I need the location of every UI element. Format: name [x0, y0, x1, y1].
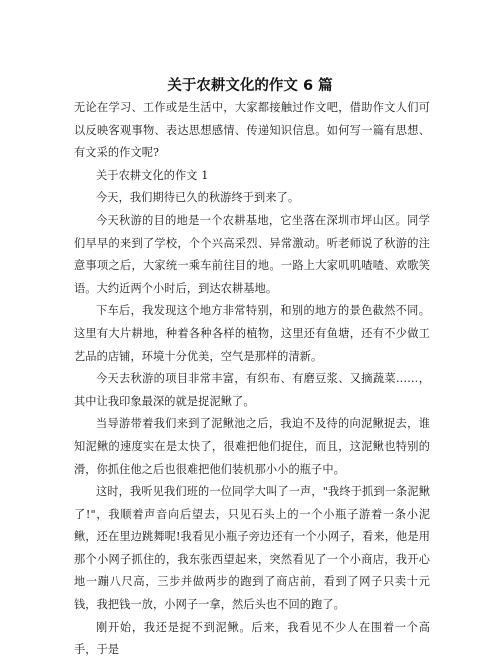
paragraph: 今天去秋游的项目非常丰富，有织布、有磨豆浆、又摘蔬菜……，其中让我印象最深的就是捉泥鳅了。	[74, 372, 430, 408]
document-body	[74, 97, 430, 662]
paragraph: 今天秋游的目的地是一个农耕基地，它坐落在深圳市坪山区。同学们早早的来到了学校，个个兴高采烈、异常激动。听老师说了秋游的注意事项之后，大家统一乘车前往目的地。一路上大家叽叽喳喳、欢歌笑语。大约近两个小时后，到达农耕基地。	[74, 213, 430, 295]
paragraph-intro: 无论在学习、工作或是生活中，大家都接触过作文吧，借助作文人们可以反映客观事物、表达思想感情、传递知识信息。如何写一篇有思想、有文采的作文呢?	[74, 101, 430, 160]
paragraph: 刚开始，我还是捉不到泥鳅。后来，我看见不少人在围着一个高手，于是	[74, 620, 430, 657]
paragraph-heading: 关于农耕文化的作文 1	[96, 168, 209, 182]
document-title: 关于农耕文化的作文 6 篇	[167, 78, 333, 94]
paragraph: 当导游带着我们来到了泥鳅池之后，我迫不及待的向泥鳅捉去，谁知泥鳅的速度实在是太快了，很难把他们捉住，而且，这泥鳅也特别的滑，你抓住他之后也很难把他们装机那小小的瓶子中。	[74, 417, 430, 476]
paragraph: 下车后，我发现这个地方非常特别，和别的地方的景色截然不同。这里有大片耕地，种着各种各样的植物，这里还有鱼塘，还有不少做工艺品的店铺，环境十分优美，空气是那样的清新。	[74, 304, 430, 363]
paragraph: 今天，我们期待已久的秋游终于到来了。	[96, 191, 300, 205]
paragraph: 这时，我听见我们班的一位同学大叫了一声，"我终于抓到一条泥鳅了!"，我顺着声音向后望去，只见石头上的一个小瓶子游着一条小泥鳅，还在里边跳舞呢!我看见小瓶子旁边还有一个小网子，看来，他是用那个小网子抓住的，我东张西望起来，突然看见了一个小商店，我开心地一蹦八尺高，三步并做两步的跑到了商店前，看到了网子只卖十元钱，我把钱一放，小网子一拿，然后头也不回的跑了。	[74, 485, 430, 612]
